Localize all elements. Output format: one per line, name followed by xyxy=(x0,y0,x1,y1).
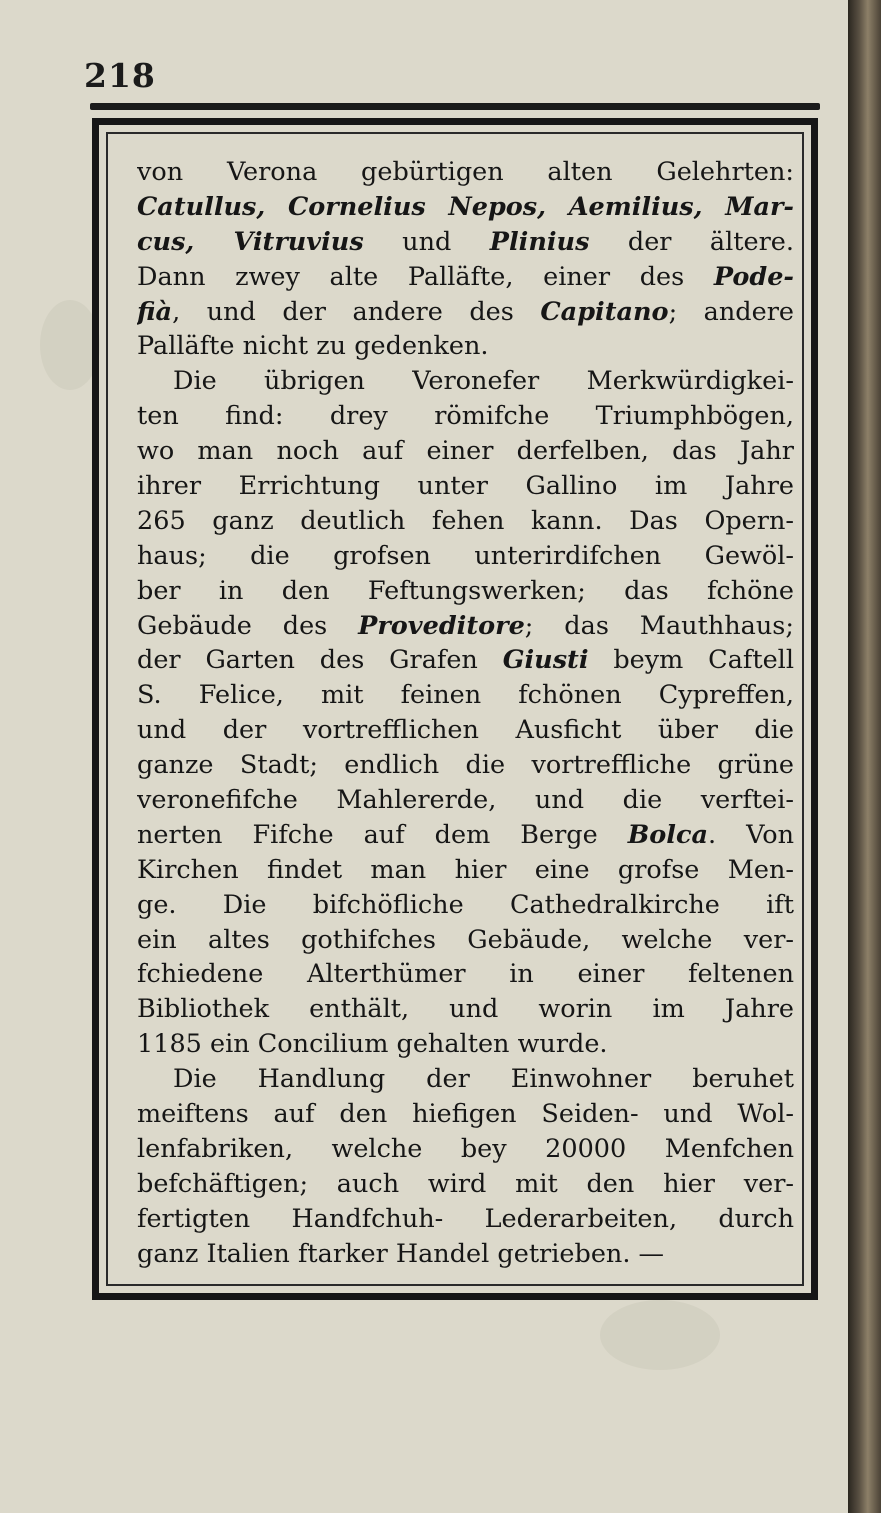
text-segment: Dann zwey alte Palläfte, einer des xyxy=(137,261,714,292)
text-segment: ber in den Feftungswerken; das fchöne xyxy=(137,575,794,606)
text-line xyxy=(137,818,794,853)
text-line xyxy=(137,643,794,678)
text-segment: lenfabriken, welche bey 20000 Menfchen xyxy=(137,1133,794,1164)
text-line xyxy=(137,574,794,609)
italic-text-segment: Capitano xyxy=(540,296,669,327)
text-line xyxy=(137,783,794,818)
text-line xyxy=(137,713,794,748)
text-line xyxy=(137,329,794,364)
text-segment: ; das Mauthhaus; xyxy=(524,610,794,641)
text-segment: Kirchen findet man hier eine grofse Men- xyxy=(137,854,794,885)
text-line xyxy=(137,260,794,295)
text-line xyxy=(137,1027,794,1062)
italic-text-segment: Plinius xyxy=(489,226,590,257)
italic-text-segment: Bolca xyxy=(627,819,709,850)
text-line xyxy=(137,364,794,399)
text-line xyxy=(137,678,794,713)
text-line xyxy=(137,1202,794,1237)
italic-text-segment: Pode- xyxy=(713,261,794,292)
text-segment: und der vortrefflichen Ausficht über die xyxy=(137,715,794,746)
italic-text-segment: Catullus, Cornelius Nepos, Aemilius, Mar- xyxy=(137,191,794,222)
text-segment: 265 ganz deutlich fehen kann. Das Opern- xyxy=(137,505,794,536)
text-segment: ; andere xyxy=(668,296,794,327)
text-segment: 1185 ein Concilium gehalten wurde. xyxy=(137,1029,608,1060)
text-line xyxy=(137,957,794,992)
text-segment: der Garten des Grafen xyxy=(137,645,503,676)
text-segment: meiftens auf den hiefigen Seiden- und Wol- xyxy=(137,1099,794,1130)
body-text xyxy=(137,155,794,1272)
text-line xyxy=(137,853,794,888)
text-segment: beym Caftell xyxy=(588,645,794,676)
text-segment: und xyxy=(363,226,490,257)
text-line xyxy=(137,295,794,330)
text-line xyxy=(137,748,794,783)
italic-text-segment: fià xyxy=(137,296,173,327)
text-segment: der ältere. xyxy=(589,226,794,257)
text-line xyxy=(137,225,794,260)
text-line xyxy=(137,434,794,469)
paper-stain xyxy=(40,300,100,390)
text-segment: ganz Italien ftarker Handel getrieben. — xyxy=(137,1238,665,1269)
text-line xyxy=(137,504,794,539)
text-segment: ein altes gothifches Gebäude, welche ver- xyxy=(137,924,794,955)
text-line xyxy=(137,469,794,504)
text-segment: befchäftigen; auch wird mit den hier ver- xyxy=(137,1168,794,1199)
page-edge xyxy=(848,0,881,1513)
text-line xyxy=(137,1097,794,1132)
text-segment: fertigten Handfchuh- Lederarbeiten, durch xyxy=(137,1203,794,1234)
text-line xyxy=(137,1132,794,1167)
text-segment: ihrer Errichtung unter Gallino im Jahre xyxy=(137,471,794,502)
text-line xyxy=(137,992,794,1027)
text-segment: von Verona gebürtigen alten Gelehrten: xyxy=(137,157,794,187)
text-line xyxy=(137,155,794,190)
text-line xyxy=(137,888,794,923)
text-line xyxy=(137,190,794,225)
text-segment: Die übrigen Veronefer Merkwürdigkei- xyxy=(173,366,794,397)
page-number: 218 xyxy=(84,56,156,95)
text-segment: fchiedene Alterthümer in einer feltenen xyxy=(137,959,794,990)
italic-text-segment: Giusti xyxy=(502,645,589,676)
text-segment: nerten Fifche auf dem Berge xyxy=(137,819,628,850)
text-line xyxy=(137,539,794,574)
text-segment: , und der andere des xyxy=(172,296,541,327)
text-segment: haus; die grofsen unterirdifchen Gewöl- xyxy=(137,540,794,571)
text-segment: ge. Die bifchöfliche Cathedralkirche ift xyxy=(137,889,794,920)
text-line xyxy=(137,399,794,434)
text-segment: . Von xyxy=(708,819,794,850)
text-segment: veronefifche Mahlererde, und die verftei- xyxy=(137,785,794,816)
text-line xyxy=(137,1062,794,1097)
text-line xyxy=(137,1167,794,1202)
text-segment: Palläfte nicht zu gedenken. xyxy=(137,331,489,362)
text-segment: S. Felice, mit feinen fchönen Cypreffen, xyxy=(137,680,794,711)
text-line xyxy=(137,1237,794,1272)
text-segment: Die Handlung der Einwohner beruhet xyxy=(173,1064,794,1095)
text-segment: ten find: drey römifche Triumphbögen, xyxy=(137,401,794,432)
text-line xyxy=(137,609,794,644)
text-line xyxy=(137,923,794,958)
italic-text-segment: cus, Vitruvius xyxy=(137,226,364,257)
text-segment: Bibliothek enthält, und worin im Jahre xyxy=(137,994,794,1025)
italic-text-segment: Proveditore xyxy=(358,610,525,641)
paper-stain xyxy=(600,1300,720,1370)
text-segment: ganze Stadt; endlich die vortreffliche grüne xyxy=(137,750,794,781)
header-rule xyxy=(90,103,820,110)
text-segment: Gebäude des xyxy=(137,610,359,641)
text-segment: wo man noch auf einer derfelben, das Jahr xyxy=(137,436,794,467)
